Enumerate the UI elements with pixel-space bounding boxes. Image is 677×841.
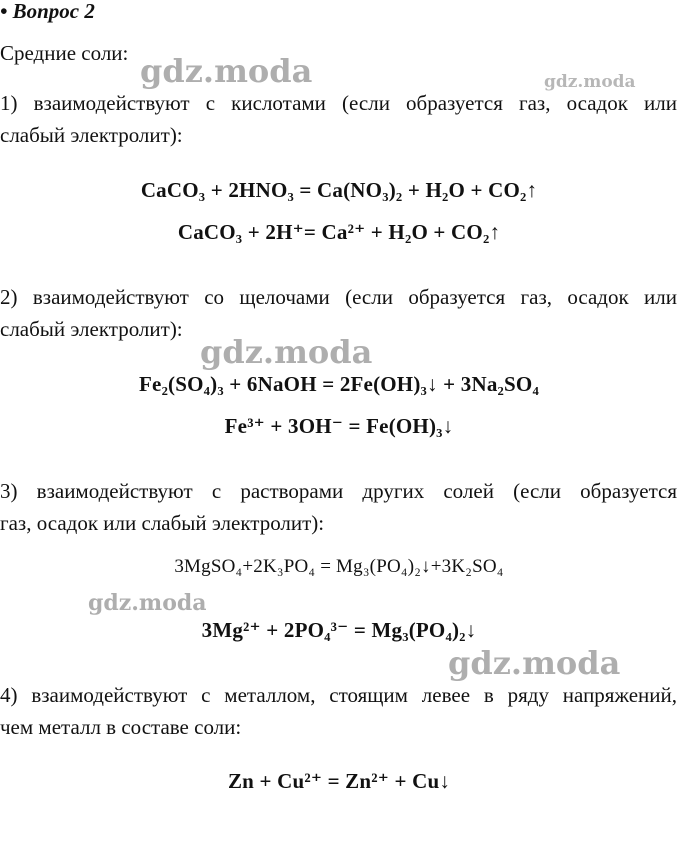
point-3-line-2: газ, осадок или слабый электролит): bbox=[0, 511, 325, 535]
equation-2: CaCO₃ + 2H⁺= Ca²⁺ + H₂O + CO₂↑ bbox=[177, 220, 501, 244]
equation-6: 3Mg²⁺ + 2PO₄³⁻ = Mg₃(PO₄)₂↓ bbox=[201, 618, 477, 642]
point-4-line-1: 4) взаимодействуют с металлом, стоящим левее в ряду напряжений, bbox=[0, 683, 677, 707]
point-2-line-2: слабый электролит): bbox=[0, 317, 183, 341]
equation-4: Fe³⁺ + 3OH⁻ = Fe(OH)₃↓ bbox=[224, 414, 454, 438]
equation-5: 3MgSO₄+2K₃PO₄ = Mg₃(PO₄)₂↓+3K₂SO₄ bbox=[174, 556, 504, 577]
watermark: gdz.moda bbox=[140, 52, 313, 90]
intro-text: Средние соли: bbox=[0, 41, 129, 65]
watermark: gdz.moda bbox=[448, 644, 621, 682]
watermark: gdz.moda bbox=[200, 333, 373, 371]
point-1-line-1: 1) взаимодействуют с кислотами (если образуется газ, осадок или bbox=[0, 91, 677, 115]
equation-3: Fe₂(SO₄)₃ + 6NaOH = 2Fe(OH)₃↓ + 3Na₂SO₄ bbox=[139, 372, 539, 396]
point-3-line-1: 3) взаимодействуют с растворами других солей (если образуется bbox=[0, 479, 677, 503]
point-4-line-2: чем металл в составе соли: bbox=[0, 715, 242, 739]
point-1-line-2: слабый электролит): bbox=[0, 123, 183, 147]
watermark: gdz.moda bbox=[88, 590, 207, 616]
equation-7: Zn + Cu²⁺ = Zn²⁺ + Cu↓ bbox=[227, 769, 451, 793]
watermark: gdz.moda bbox=[544, 72, 636, 92]
equation-1: CaCO₃ + 2HNO₃ = Ca(NO₃)₂ + H₂O + CO₂↑ bbox=[140, 178, 538, 202]
question-title: • Вопрос 2 bbox=[0, 0, 95, 23]
point-2-line-1: 2) взаимодействуют со щелочами (если образуется газ, осадок или bbox=[0, 285, 677, 309]
